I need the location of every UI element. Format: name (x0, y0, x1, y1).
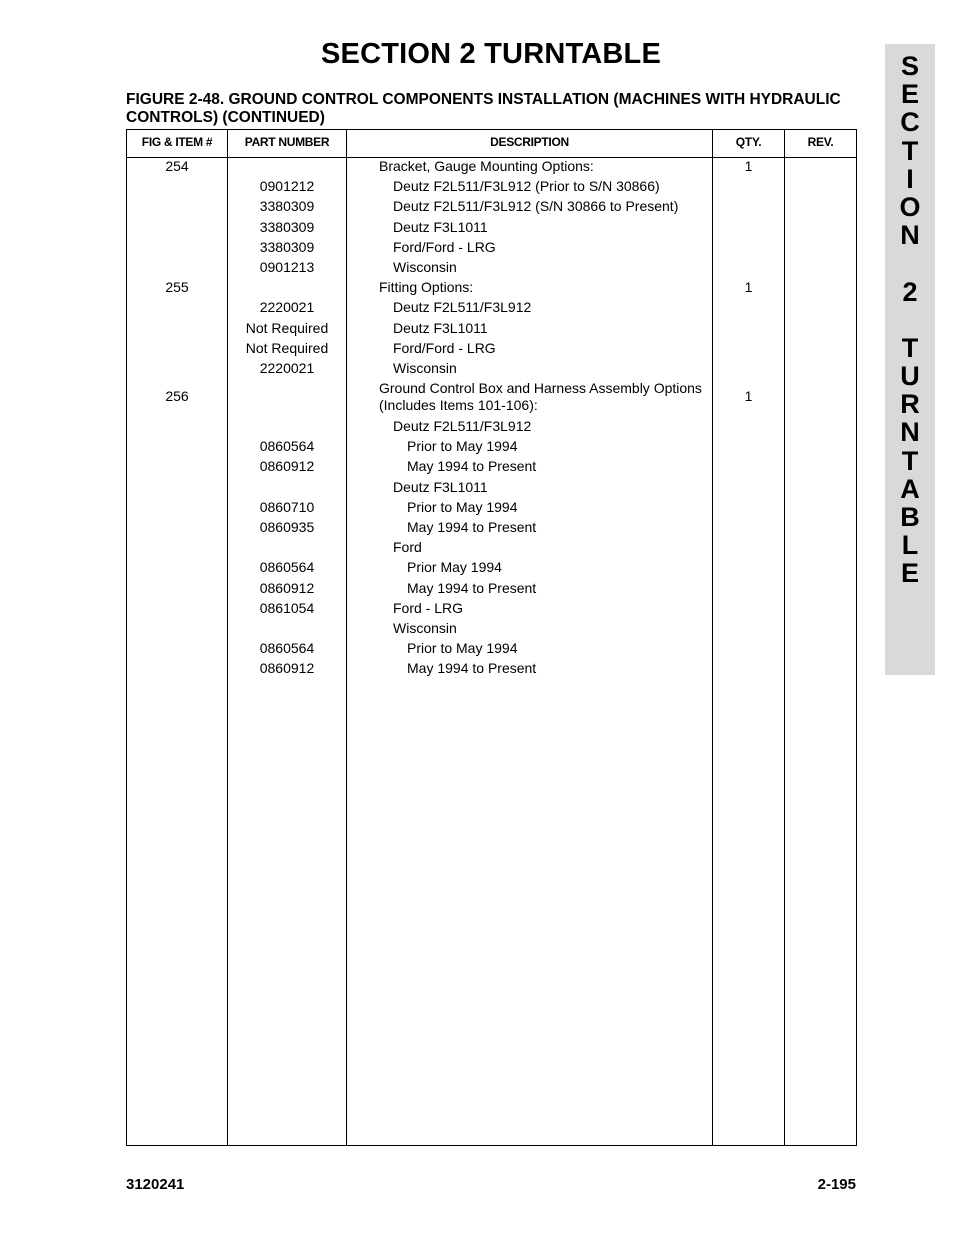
cell-fig-item: 256 (165, 388, 189, 405)
cell-part-number: 3380309 (259, 198, 315, 215)
page-number: 2-195 (817, 1176, 856, 1193)
description-line: Ford (393, 539, 422, 556)
description-line: Prior to May 1994 (407, 640, 518, 657)
description-line: Wisconsin (393, 258, 457, 275)
table-row (127, 380, 856, 418)
side-tab-letter: 2 (902, 276, 918, 307)
description-line: (Includes Items 101-106): (379, 397, 538, 414)
cell-part-number: 3380309 (259, 238, 315, 255)
description-line: Ground Control Box and Harness Assembly Options (379, 380, 702, 397)
side-tab-letter: N (900, 220, 920, 251)
cell-part-number: 0860564 (259, 438, 315, 455)
cell-description (379, 479, 728, 495)
side-tab-letter: O (899, 191, 921, 222)
side-tab-letter: C (900, 107, 920, 138)
cell-part-number: 0901212 (259, 178, 315, 195)
cell-part-number: 0860912 (259, 458, 315, 475)
cell-description (379, 620, 728, 636)
table-row (127, 479, 856, 499)
table-row (127, 458, 856, 478)
cell-description (379, 559, 742, 575)
description-line: Wisconsin (393, 359, 457, 376)
cell-part-number: 0860912 (259, 660, 315, 677)
header-part-number: PART NUMBER (244, 135, 330, 149)
section-side-tab (885, 44, 935, 675)
cell-description (379, 660, 742, 676)
side-tab-letter: T (901, 332, 919, 363)
cell-qty: 1 (744, 388, 753, 405)
table-row (127, 660, 856, 680)
side-tab-letter: U (900, 361, 920, 392)
table-row (127, 340, 856, 360)
cell-qty: 1 (744, 158, 753, 174)
table-row (127, 620, 856, 640)
table-body (127, 158, 856, 681)
cell-fig-item: 255 (165, 279, 189, 296)
description-line: Deutz F3L1011 (393, 478, 488, 495)
header-rev: REV. (807, 135, 834, 149)
description-line: Ford/Ford - LRG (393, 339, 496, 356)
section-title: SECTION 2 TURNTABLE (321, 38, 661, 70)
side-tab-letter: T (901, 135, 919, 166)
header-description: DESCRIPTION (490, 135, 569, 149)
cell-description (379, 499, 742, 515)
cell-part-number: 3380309 (259, 218, 315, 235)
description-line: May 1994 to Present (407, 519, 537, 535)
cell-part-number: 0860935 (259, 519, 315, 535)
cell-description (379, 580, 742, 596)
cell-description (379, 600, 728, 616)
side-tab-letter: A (900, 473, 920, 504)
table-row (127, 279, 856, 299)
cell-description (379, 458, 742, 474)
table-row (127, 259, 856, 279)
cell-description (379, 640, 742, 656)
cell-description (379, 539, 728, 555)
cell-part-number: 2220021 (259, 299, 315, 316)
table-row (127, 519, 856, 539)
table-row (127, 360, 856, 380)
header-fig-item: FIG & ITEM # (141, 135, 213, 149)
table-row (127, 219, 856, 239)
table-row (127, 198, 856, 218)
table-row (127, 438, 856, 458)
table-row (127, 580, 856, 600)
cell-description (379, 380, 714, 414)
cell-part-number: 0901213 (259, 258, 315, 275)
figure-title-line-2: CONTROLS) (CONTINUED) (126, 109, 325, 126)
description-line: Deutz F2L511/F3L912 (Prior to S/N 30866) (393, 178, 660, 195)
cell-part-number: Not Required (245, 319, 329, 336)
cell-description (379, 259, 728, 275)
description-line: Ford/Ford - LRG (393, 238, 496, 255)
table-row (127, 600, 856, 620)
description-line: Bracket, Gauge Mounting Options: (379, 158, 594, 174)
table-row (127, 239, 856, 259)
cell-qty: 1 (744, 279, 753, 296)
cell-description (379, 438, 742, 454)
table-row (127, 499, 856, 519)
description-line: Deutz F3L1011 (393, 319, 488, 336)
table-row (127, 320, 856, 340)
cell-part-number: 0860564 (259, 640, 315, 657)
description-line: Deutz F2L511/F3L912 (S/N 30866 to Present) (393, 198, 679, 215)
figure-title (126, 91, 866, 127)
table-row (127, 178, 856, 198)
description-line: May 1994 to Present (407, 660, 537, 677)
side-tab-letter: R (900, 389, 920, 420)
table-row (127, 559, 856, 579)
table-row (127, 539, 856, 559)
side-tab-letter: S (900, 51, 919, 81)
cell-description (379, 519, 742, 535)
table-header (127, 130, 856, 158)
side-tab-letter: E (900, 558, 919, 589)
figure-title-line-1: FIGURE 2-48. GROUND CONTROL COMPONENTS INSTALLATION (MACHINES WITH HYDRAULIC (126, 91, 841, 108)
description-line: May 1994 to Present (407, 579, 537, 596)
description-line: Ford - LRG (393, 599, 464, 616)
table-row (127, 299, 856, 319)
description-line: Deutz F2L511/F3L912 (393, 418, 532, 435)
cell-part-number: 0860912 (259, 579, 315, 596)
cell-description (379, 198, 728, 214)
cell-description (379, 178, 728, 194)
side-tab-letter: B (900, 502, 920, 532)
document-number: 3120241 (126, 1176, 185, 1193)
description-line: Fitting Options: (379, 279, 474, 296)
description-line: Deutz F2L511/F3L912 (393, 299, 532, 316)
description-line: Wisconsin (393, 619, 457, 636)
description-line: Deutz F3L1011 (393, 218, 488, 235)
description-line: May 1994 to Present (407, 458, 537, 475)
cell-part-number: 0860710 (259, 498, 315, 515)
description-line: Prior May 1994 (407, 559, 502, 576)
cell-description (379, 239, 728, 255)
table-row (127, 418, 856, 438)
cell-fig-item: 254 (165, 158, 189, 174)
side-tab-letter: N (900, 417, 920, 448)
parts-table (126, 129, 857, 1146)
description-line: Prior to May 1994 (407, 438, 518, 455)
cell-part-number: 0860564 (259, 559, 315, 576)
side-tab-letter: L (901, 530, 919, 561)
table-row (127, 158, 856, 178)
side-tab-letter: E (900, 79, 919, 110)
header-qty: QTY. (735, 135, 762, 149)
side-tab-letter: I (906, 163, 914, 194)
cell-description (379, 360, 728, 376)
cell-part-number: 0861054 (259, 599, 315, 616)
cell-description (379, 340, 728, 356)
cell-description (379, 418, 728, 434)
side-tab-letter: T (901, 445, 919, 476)
cell-description (379, 279, 714, 295)
cell-description (379, 320, 728, 336)
cell-part-number: 2220021 (259, 359, 315, 376)
cell-description (379, 158, 714, 174)
cell-description (379, 299, 728, 315)
table-row (127, 640, 856, 660)
cell-part-number: Not Required (245, 339, 329, 356)
description-line: Prior to May 1994 (407, 498, 518, 515)
cell-description (379, 219, 728, 235)
